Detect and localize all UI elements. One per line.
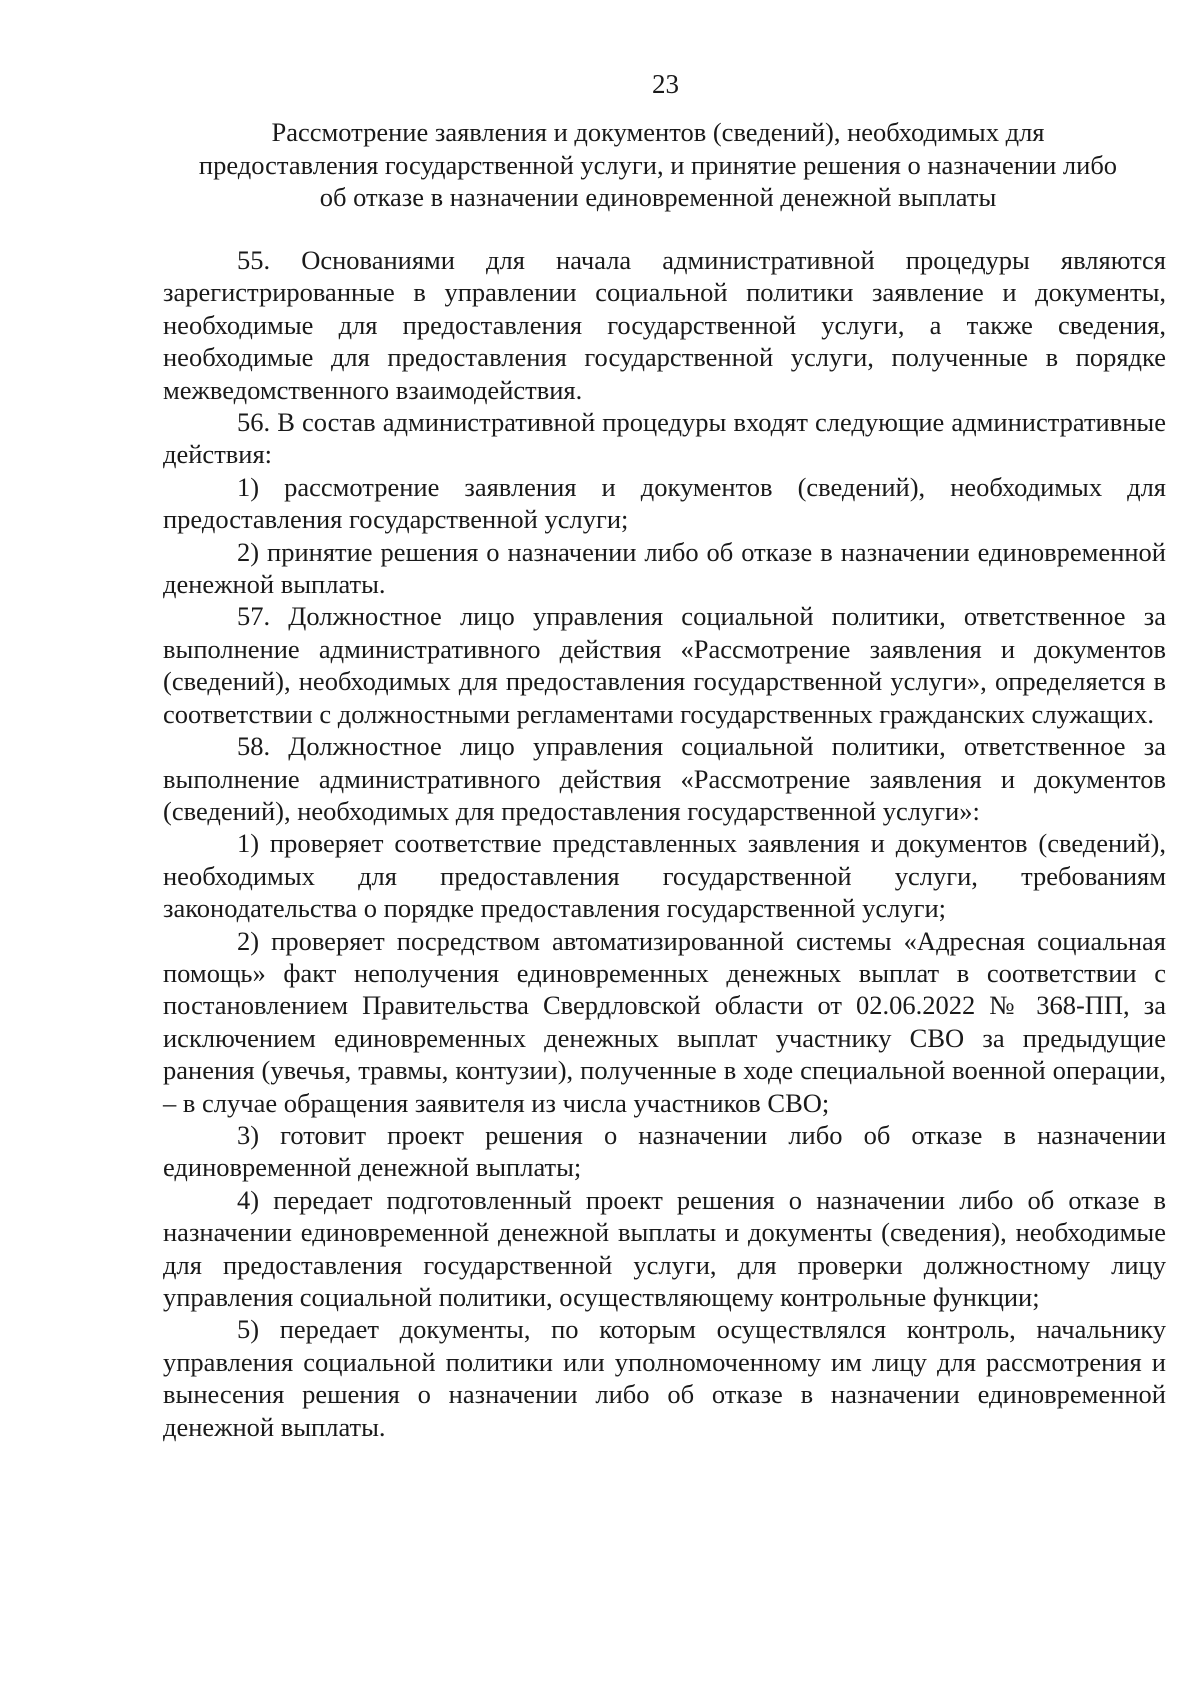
list-item-56-2: 2) принятие решения о назначении либо об отказе в назначении единовременной денежной выплаты. — [163, 536, 1166, 600]
list-item-58-1: 1) проверяет соответствие представленных заявления и документов (сведений), необходимых для предоставления государственной услуги, требованиям законодательства о порядке предоставления государственной услуги; — [163, 828, 1166, 924]
paragraph-57: 57. Должностное лицо управления социальной политики, ответственное за выполнение административного действия «Рассмотрение заявления и документов (сведений), необходимых для предоставления государственной услуги», определяется в соответствии с должностными регламентами государственных гражданских служащих. — [163, 601, 1166, 729]
paragraph-58: 58. Должностное лицо управления социальной политики, ответственное за выполнение административного действия «Рассмотрение заявления и документов (сведений), необходимых для предоставления государственной услуги»: — [163, 731, 1166, 826]
section-heading-line: Рассмотрение заявления и документов (сведений), необходимых для — [271, 117, 1045, 147]
list-item-58-5: 5) передает документы, по которым осуществлялся контроль, начальнику управления социальной политики или уполномоченному им лицу для рассмотрения и вынесения решения о назначении либо об отказе в назначении единовременной денежной выплаты. — [163, 1314, 1166, 1442]
list-item-56-1: 1) рассмотрение заявления и документов (сведений), необходимых для предоставления государственной услуги; — [163, 471, 1166, 535]
section-heading — [158, 116, 1158, 214]
list-item-58-3: 3) готовит проект решения о назначении либо об отказе в назначении единовременной денежной выплаты; — [163, 1119, 1166, 1183]
document-body — [163, 244, 1166, 1443]
section-heading-line: предоставления государственной услуги, и принятие решения о назначении либо — [198, 149, 1118, 180]
list-item-58-4: 4) передает подготовленный проект решения о назначении либо об отказе в назначении единовременной денежной выплаты и документы (сведения), необходимые для предоставления государственной услуги, для проверки должностному лицу управления социальной политики, осуществляющему контрольные функции; — [163, 1184, 1166, 1312]
section-heading-line: об отказе в назначении единовременной денежной выплаты — [319, 182, 997, 212]
paragraph-55: 55. Основаниями для начала административной процедуры являются зарегистрированные в управлении социальной политики заявление и документы, необходимые для предоставления государственной услуги, а также сведения, необходимые для предоставления государственной услуги, полученные в порядке межведомственного взаимодействия. — [163, 245, 1166, 405]
list-item-58-2: 2) проверяет посредством автоматизированной системы «Адресная социальная помощь» факт неполучения единовременных денежных выплат в соответствии с постановлением Правительства Свердловской области от 02.06.2022 № 368-ПП, за исключением единовременных денежных выплат участнику СВО за предыдущие ранения (увечья, травмы, контузии), полученные в ходе специальной военной операции, – в случае обращения заявителя из числа участников СВО; — [163, 925, 1166, 1118]
page-number: 23 — [652, 69, 679, 99]
paragraph-56: 56. В состав административной процедуры входят следующие административные действия: — [163, 407, 1166, 470]
